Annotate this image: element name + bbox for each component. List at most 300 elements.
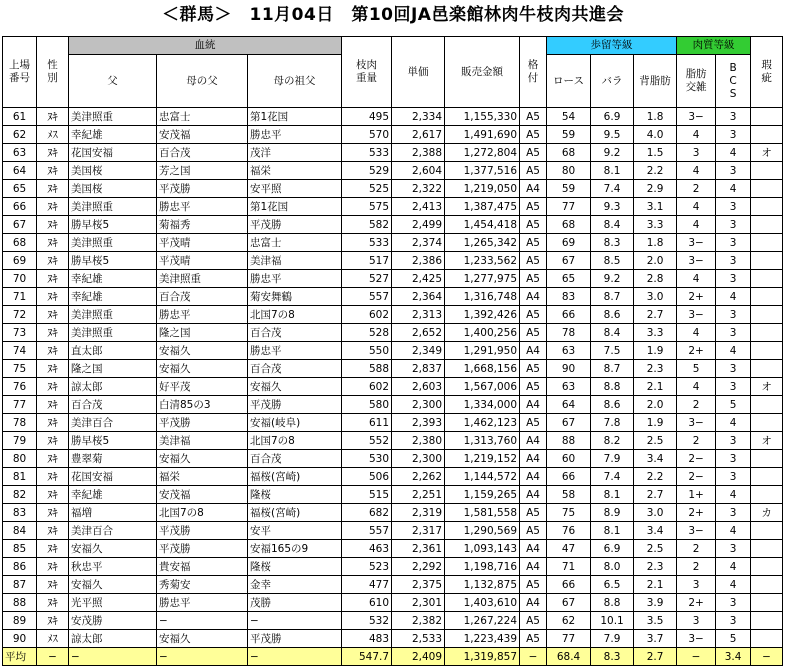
- cell-sex: ﾇｷ: [37, 252, 69, 270]
- cell-dams-grandsire: 北国7の8: [248, 432, 342, 450]
- cell-dams-sire: 菊福秀: [157, 216, 248, 234]
- cell-sire: 安茂勝: [69, 612, 157, 630]
- cell-defect: カ: [751, 504, 783, 522]
- cell-dams-grandsire: 勝忠平: [248, 342, 342, 360]
- cell-backfat: 3.4: [634, 450, 677, 468]
- cell-backfat: 2.8: [634, 270, 677, 288]
- cell-sire: 諒太郎: [69, 378, 157, 396]
- cell-backfat: 2.3: [634, 360, 677, 378]
- cell-lot-no: 75: [3, 360, 37, 378]
- average-dams-sire: −: [157, 648, 248, 666]
- page-title: ＜群馬＞ 11月04日 第10回JA邑楽館林肉牛枝肉共進会: [162, 5, 624, 25]
- cell-bcs: 4: [716, 342, 751, 360]
- cell-lot-no: 73: [3, 324, 37, 342]
- cell-sales-amount: 1,400,256: [445, 324, 520, 342]
- cell-dams-sire: 隆之国: [157, 324, 248, 342]
- cell-carcass-weight: 528: [342, 324, 392, 342]
- cell-defect: [751, 594, 783, 612]
- average-marbling: −: [677, 648, 716, 666]
- average-price: 2,409: [392, 648, 445, 666]
- cell-sire: 秋忠平: [69, 558, 157, 576]
- cell-sex: ﾇｷ: [37, 324, 69, 342]
- cell-bcs: 3: [716, 378, 751, 396]
- cell-carcass-weight: 588: [342, 360, 392, 378]
- cell-sex: ﾒｽ: [37, 126, 69, 144]
- cell-unit-price: 2,617: [392, 126, 445, 144]
- cell-dams-grandsire: 隆桜: [248, 486, 342, 504]
- cell-ribeye: 63: [547, 378, 591, 396]
- table-row: [3, 270, 783, 288]
- cell-defect: [751, 558, 783, 576]
- cell-carcass-weight: 483: [342, 630, 392, 648]
- table-body: [3, 108, 783, 648]
- cell-defect: [751, 414, 783, 432]
- cell-marbling: 3−: [677, 108, 716, 126]
- table-row: [3, 504, 783, 522]
- cell-ribeye: 67: [547, 594, 591, 612]
- cell-dams-sire: 平茂晴: [157, 252, 248, 270]
- cell-lot-no: 66: [3, 198, 37, 216]
- cell-defect: [751, 198, 783, 216]
- average-ribeye: 68.4: [547, 648, 591, 666]
- cell-sales-amount: 1,454,418: [445, 216, 520, 234]
- cell-sex: ﾇｷ: [37, 144, 69, 162]
- average-grade: −: [520, 648, 547, 666]
- cell-unit-price: 2,300: [392, 450, 445, 468]
- cell-sales-amount: 1,267,224: [445, 612, 520, 630]
- cell-backfat: 2.0: [634, 396, 677, 414]
- cell-sire: 福増: [69, 504, 157, 522]
- cell-sire: 幸紀雄: [69, 288, 157, 306]
- cell-carcass-weight: 529: [342, 162, 392, 180]
- average-rib: 8.3: [591, 648, 634, 666]
- cell-marbling: 4: [677, 198, 716, 216]
- cell-ribeye: 58: [547, 486, 591, 504]
- cell-ribeye: 66: [547, 576, 591, 594]
- cell-marbling: 3−: [677, 630, 716, 648]
- cell-defect: [751, 630, 783, 648]
- header-defect: 瑕疵: [751, 37, 783, 108]
- average-sire: −: [69, 648, 157, 666]
- cell-bcs: 3: [716, 306, 751, 324]
- cell-bcs: 3: [716, 504, 751, 522]
- cell-rib: 7.5: [591, 342, 634, 360]
- table-row: [3, 234, 783, 252]
- cell-defect: [751, 486, 783, 504]
- cell-carcass-weight: 552: [342, 432, 392, 450]
- cell-lot-no: 63: [3, 144, 37, 162]
- cell-bcs: 3: [716, 198, 751, 216]
- cell-marbling: 4: [677, 216, 716, 234]
- cell-sex: ﾇｷ: [37, 558, 69, 576]
- cell-bcs: 3: [716, 612, 751, 630]
- cell-unit-price: 2,317: [392, 522, 445, 540]
- cell-sales-amount: 1,144,572: [445, 468, 520, 486]
- cell-sex: ﾇｷ: [37, 198, 69, 216]
- cell-defect: [751, 540, 783, 558]
- table-row: [3, 162, 783, 180]
- cell-sex: ﾇｷ: [37, 270, 69, 288]
- cell-backfat: 2.3: [634, 558, 677, 576]
- cell-dams-sire: 安福久: [157, 360, 248, 378]
- cell-sex: ﾇｷ: [37, 576, 69, 594]
- average-amount: 1,319,857: [445, 648, 520, 666]
- cell-carcass-weight: 533: [342, 234, 392, 252]
- cell-backfat: 3.5: [634, 612, 677, 630]
- cell-bcs: 3: [716, 324, 751, 342]
- cell-sire: 美津百合: [69, 522, 157, 540]
- cell-bcs: 4: [716, 144, 751, 162]
- cell-rib: 7.8: [591, 414, 634, 432]
- cell-lot-no: 88: [3, 594, 37, 612]
- cell-backfat: 2.9: [634, 180, 677, 198]
- cell-ribeye: 88: [547, 432, 591, 450]
- cell-carcass-weight: 550: [342, 342, 392, 360]
- cell-marbling: 5: [677, 360, 716, 378]
- cell-grade: A5: [520, 414, 547, 432]
- cell-rib: 8.1: [591, 522, 634, 540]
- cell-sex: ﾇｷ: [37, 522, 69, 540]
- cell-backfat: 1.8: [634, 108, 677, 126]
- cell-grade: A5: [520, 360, 547, 378]
- cell-sire: 美国桜: [69, 180, 157, 198]
- cell-dams-grandsire: 安福(岐阜): [248, 414, 342, 432]
- cell-dams-sire: 平茂勝: [157, 540, 248, 558]
- cell-dams-sire: 安茂福: [157, 126, 248, 144]
- cell-sex: ﾇｷ: [37, 306, 69, 324]
- cell-rib: 6.5: [591, 576, 634, 594]
- header-unit-price: 単価: [392, 37, 445, 108]
- cell-sire: 勝早桜5: [69, 216, 157, 234]
- table-row: [3, 630, 783, 648]
- cell-dams-sire: 平茂勝: [157, 414, 248, 432]
- cell-dams-sire: 秀菊安: [157, 576, 248, 594]
- cell-unit-price: 2,652: [392, 324, 445, 342]
- cell-defect: [751, 522, 783, 540]
- cell-bcs: 3: [716, 216, 751, 234]
- cell-dams-sire: 忠富士: [157, 108, 248, 126]
- cell-rib: 8.5: [591, 252, 634, 270]
- cell-sex: ﾇｷ: [37, 612, 69, 630]
- table-row: [3, 360, 783, 378]
- cell-sire: 花国安福: [69, 144, 157, 162]
- cell-sire: 美津照重: [69, 108, 157, 126]
- cell-sales-amount: 1,291,950: [445, 342, 520, 360]
- cell-sales-amount: 1,132,875: [445, 576, 520, 594]
- cell-ribeye: 78: [547, 324, 591, 342]
- cell-bcs: 3: [716, 162, 751, 180]
- cell-dams-sire: 勝忠平: [157, 306, 248, 324]
- cell-grade: A5: [520, 108, 547, 126]
- cell-grade: A4: [520, 288, 547, 306]
- average-row: [3, 648, 783, 666]
- cell-marbling: 4: [677, 126, 716, 144]
- table-row: [3, 414, 783, 432]
- cell-defect: [751, 450, 783, 468]
- cell-ribeye: 69: [547, 234, 591, 252]
- cell-dams-grandsire: 安福久: [248, 378, 342, 396]
- cell-unit-price: 2,386: [392, 252, 445, 270]
- cell-ribeye: 65: [547, 270, 591, 288]
- cell-backfat: 2.7: [634, 486, 677, 504]
- table-row: [3, 378, 783, 396]
- cell-unit-price: 2,382: [392, 612, 445, 630]
- cell-dams-grandsire: 金幸: [248, 576, 342, 594]
- header-backfat: 背脂肪: [634, 55, 677, 108]
- cell-unit-price: 2,388: [392, 144, 445, 162]
- cell-backfat: 1.5: [634, 144, 677, 162]
- cell-sales-amount: 1,233,562: [445, 252, 520, 270]
- cell-sex: ﾇｷ: [37, 108, 69, 126]
- cell-marbling: 2: [677, 558, 716, 576]
- cell-carcass-weight: 515: [342, 486, 392, 504]
- table-row: [3, 612, 783, 630]
- cell-dams-sire: 美津福: [157, 432, 248, 450]
- cell-sex: ﾇｷ: [37, 432, 69, 450]
- cell-marbling: 3−: [677, 252, 716, 270]
- cell-defect: オ: [751, 144, 783, 162]
- cell-sire: 美津照重: [69, 234, 157, 252]
- cell-ribeye: 59: [547, 126, 591, 144]
- cell-defect: [751, 576, 783, 594]
- cell-sex: ﾇｷ: [37, 594, 69, 612]
- cell-carcass-weight: 557: [342, 288, 392, 306]
- cell-sales-amount: 1,159,265: [445, 486, 520, 504]
- cell-dams-grandsire: 茂洋: [248, 144, 342, 162]
- cell-ribeye: 66: [547, 306, 591, 324]
- cell-sire: 幸紀雄: [69, 486, 157, 504]
- cell-bcs: 3: [716, 432, 751, 450]
- cell-bcs: 4: [716, 576, 751, 594]
- cell-carcass-weight: 530: [342, 450, 392, 468]
- cell-dams-sire: 安福久: [157, 630, 248, 648]
- cell-lot-no: 71: [3, 288, 37, 306]
- cell-rib: 7.9: [591, 450, 634, 468]
- cell-ribeye: 67: [547, 252, 591, 270]
- cell-dams-sire: 安福久: [157, 342, 248, 360]
- cell-rib: 7.4: [591, 180, 634, 198]
- table-row: [3, 324, 783, 342]
- table-row: [3, 252, 783, 270]
- cell-unit-price: 2,319: [392, 504, 445, 522]
- table-row: [3, 558, 783, 576]
- table-row: [3, 342, 783, 360]
- average-dams-grandsire: −: [248, 648, 342, 666]
- table-row: [3, 198, 783, 216]
- cell-rib: 6.9: [591, 108, 634, 126]
- cell-lot-no: 81: [3, 468, 37, 486]
- table-row: [3, 216, 783, 234]
- cell-sex: ﾇｷ: [37, 378, 69, 396]
- cell-sales-amount: 1,403,610: [445, 594, 520, 612]
- cell-dams-grandsire: 菊安舞鶴: [248, 288, 342, 306]
- cell-carcass-weight: 575: [342, 198, 392, 216]
- cell-carcass-weight: 611: [342, 414, 392, 432]
- cell-bcs: 3: [716, 126, 751, 144]
- table-row: [3, 108, 783, 126]
- cell-defect: [751, 306, 783, 324]
- header-sex: 性別: [37, 37, 69, 108]
- cell-unit-price: 2,533: [392, 630, 445, 648]
- cell-grade: A5: [520, 630, 547, 648]
- cell-ribeye: 62: [547, 612, 591, 630]
- average-sex: −: [37, 648, 69, 666]
- cell-sex: ﾒｽ: [37, 630, 69, 648]
- table-row: [3, 576, 783, 594]
- cell-carcass-weight: 580: [342, 396, 392, 414]
- cell-dams-sire: 勝忠平: [157, 198, 248, 216]
- cell-sire: 幸紀雄: [69, 270, 157, 288]
- cell-lot-no: 89: [3, 612, 37, 630]
- cell-dams-sire: 貴安福: [157, 558, 248, 576]
- cell-grade: A5: [520, 612, 547, 630]
- cell-backfat: 4.0: [634, 126, 677, 144]
- cell-unit-price: 2,604: [392, 162, 445, 180]
- cell-sire: 美国桜: [69, 162, 157, 180]
- cell-rib: 8.1: [591, 486, 634, 504]
- cell-dams-grandsire: 福栄: [248, 162, 342, 180]
- header-dams-grandsire: 母の祖父: [248, 55, 342, 108]
- cell-sales-amount: 1,316,748: [445, 288, 520, 306]
- cell-rib: 8.1: [591, 162, 634, 180]
- cell-marbling: 1+: [677, 486, 716, 504]
- header-sales-amount: 販売金額: [445, 37, 520, 108]
- header-yield-grade: 歩留等級: [547, 37, 677, 55]
- cell-unit-price: 2,322: [392, 180, 445, 198]
- cell-sire: 安福久: [69, 576, 157, 594]
- cell-defect: [751, 234, 783, 252]
- cell-marbling: 2+: [677, 342, 716, 360]
- header-marbling: 脂肪交雑: [677, 55, 716, 108]
- cell-grade: A5: [520, 504, 547, 522]
- cell-dams-sire: 美津照重: [157, 270, 248, 288]
- cell-sales-amount: 1,198,716: [445, 558, 520, 576]
- cell-marbling: 2+: [677, 594, 716, 612]
- cell-bcs: 5: [716, 396, 751, 414]
- cell-lot-no: 83: [3, 504, 37, 522]
- cell-unit-price: 2,313: [392, 306, 445, 324]
- cell-grade: A5: [520, 126, 547, 144]
- cell-dams-grandsire: 福桜(宮崎): [248, 468, 342, 486]
- cell-marbling: 4: [677, 324, 716, 342]
- cell-sire: 美津照重: [69, 324, 157, 342]
- cell-marbling: 3−: [677, 306, 716, 324]
- cell-defect: [751, 180, 783, 198]
- cell-grade: A4: [520, 468, 547, 486]
- cell-bcs: 4: [716, 486, 751, 504]
- cell-unit-price: 2,393: [392, 414, 445, 432]
- cell-backfat: 3.0: [634, 504, 677, 522]
- cell-backfat: 2.2: [634, 162, 677, 180]
- cell-grade: A4: [520, 594, 547, 612]
- cell-dams-sire: 好平茂: [157, 378, 248, 396]
- cell-grade: A5: [520, 378, 547, 396]
- cell-dams-sire: 北国7の8: [157, 504, 248, 522]
- cell-marbling: 3: [677, 144, 716, 162]
- cell-grade: A4: [520, 558, 547, 576]
- cell-ribeye: 68: [547, 144, 591, 162]
- cell-sire: 豊翠菊: [69, 450, 157, 468]
- cell-sales-amount: 1,377,516: [445, 162, 520, 180]
- cell-lot-no: 72: [3, 306, 37, 324]
- cell-dams-grandsire: 茂勝: [248, 594, 342, 612]
- cell-lot-no: 76: [3, 378, 37, 396]
- cell-rib: 8.6: [591, 396, 634, 414]
- cell-ribeye: 63: [547, 342, 591, 360]
- cell-marbling: 4: [677, 378, 716, 396]
- cell-lot-no: 61: [3, 108, 37, 126]
- cell-sire: 花国安福: [69, 468, 157, 486]
- cell-sales-amount: 1,581,558: [445, 504, 520, 522]
- cell-sex: ﾇｷ: [37, 540, 69, 558]
- cell-rib: 8.6: [591, 306, 634, 324]
- cell-grade: A5: [520, 522, 547, 540]
- cell-lot-no: 65: [3, 180, 37, 198]
- header-sire: 父: [69, 55, 157, 108]
- cell-grade: A4: [520, 180, 547, 198]
- cell-backfat: 3.4: [634, 522, 677, 540]
- cell-bcs: 3: [716, 360, 751, 378]
- cell-backfat: 1.9: [634, 414, 677, 432]
- cell-carcass-weight: 495: [342, 108, 392, 126]
- cell-lot-no: 67: [3, 216, 37, 234]
- cell-grade: A5: [520, 306, 547, 324]
- cell-defect: オ: [751, 432, 783, 450]
- cell-bcs: 3: [716, 252, 751, 270]
- cell-bcs: 3: [716, 450, 751, 468]
- cell-rib: 8.4: [591, 324, 634, 342]
- cell-grade: A4: [520, 396, 547, 414]
- cell-grade: A4: [520, 540, 547, 558]
- cell-defect: [751, 288, 783, 306]
- average-backfat: 2.7: [634, 648, 677, 666]
- cell-ribeye: 80: [547, 162, 591, 180]
- cell-backfat: 2.7: [634, 306, 677, 324]
- cell-dams-grandsire: 百合茂: [248, 324, 342, 342]
- cell-marbling: 4: [677, 270, 716, 288]
- cell-unit-price: 2,837: [392, 360, 445, 378]
- cell-marbling: 2−: [677, 468, 716, 486]
- cell-lot-no: 62: [3, 126, 37, 144]
- table-row: [3, 144, 783, 162]
- cell-unit-price: 2,425: [392, 270, 445, 288]
- cell-ribeye: 68: [547, 216, 591, 234]
- cell-backfat: 3.0: [634, 288, 677, 306]
- cell-dams-sire: 平茂晴: [157, 234, 248, 252]
- cell-dams-grandsire: 平茂勝: [248, 630, 342, 648]
- cell-unit-price: 2,374: [392, 234, 445, 252]
- cell-sales-amount: 1,272,804: [445, 144, 520, 162]
- table-row: [3, 396, 783, 414]
- cell-defect: [751, 126, 783, 144]
- table-row: [3, 486, 783, 504]
- results-table: [2, 36, 783, 666]
- cell-lot-no: 85: [3, 540, 37, 558]
- cell-marbling: 3−: [677, 522, 716, 540]
- cell-unit-price: 2,499: [392, 216, 445, 234]
- cell-sire: 光平照: [69, 594, 157, 612]
- cell-backfat: 1.8: [634, 234, 677, 252]
- cell-dams-grandsire: 第1花国: [248, 198, 342, 216]
- cell-carcass-weight: 506: [342, 468, 392, 486]
- cell-lot-no: 68: [3, 234, 37, 252]
- cell-dams-grandsire: 美津福: [248, 252, 342, 270]
- cell-lot-no: 78: [3, 414, 37, 432]
- cell-sex: ﾇｷ: [37, 216, 69, 234]
- cell-sales-amount: 1,392,426: [445, 306, 520, 324]
- cell-unit-price: 2,413: [392, 198, 445, 216]
- cell-rib: 10.1: [591, 612, 634, 630]
